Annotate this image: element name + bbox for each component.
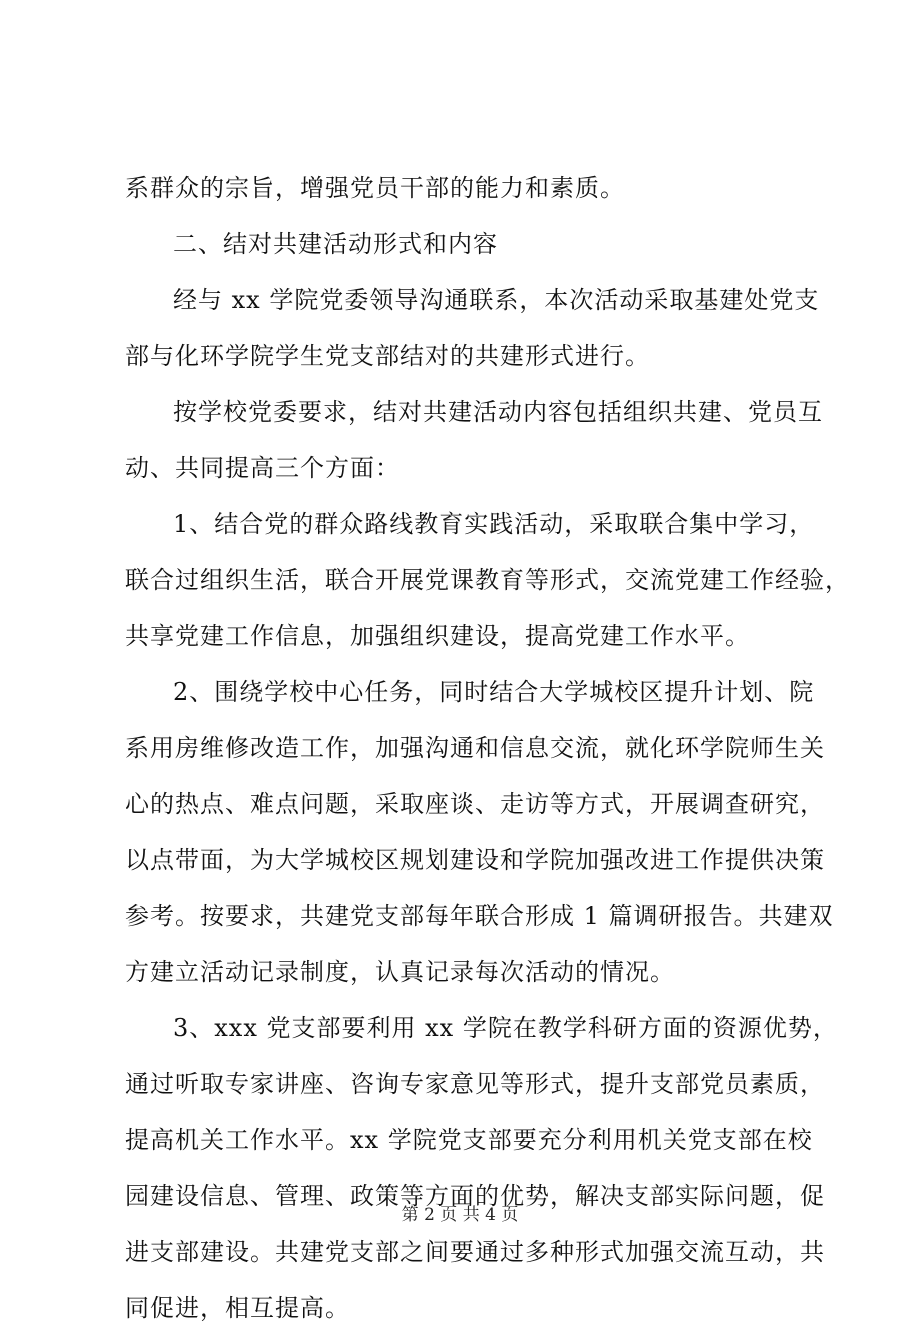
text-line: 心的热点、难点问题，采取座谈、走访等方式，开展调查研究，: [125, 790, 825, 818]
text-line: 1、结合党的群众路线教育实践活动，采取联合集中学习，: [173, 510, 815, 538]
text-line: 方建立活动记录制度，认真记录每次活动的情况。: [125, 958, 675, 986]
page-footer: 第 2 页 共 4 页: [401, 1205, 519, 1225]
text-line: 共享党建工作信息，加强组织建设，提高党建工作水平。: [125, 622, 750, 650]
text-line: 以点带面，为大学城校区规划建设和学院加强改进工作提供决策: [125, 846, 825, 874]
text-line: 进支部建设。共建党支部之间要通过多种形式加强交流互动，共: [125, 1238, 825, 1266]
text-line: 经与 xx 学院党委领导沟通联系，本次活动采取基建处党支: [173, 286, 820, 314]
text-line: 同促进，相互提高。: [125, 1294, 350, 1322]
document-body: [125, 160, 850, 1336]
text-line: 3、xxx 党支部要利用 xx 学院在教学科研方面的资源优势，: [173, 1014, 838, 1042]
text-line: 系群众的宗旨，增强党员干部的能力和素质。: [125, 174, 625, 202]
text-line: 联合过组织生活，联合开展党课教育等形式，交流党建工作经验，: [125, 566, 850, 594]
text-line: 按学校党委要求，结对共建活动内容包括组织共建、党员互: [173, 398, 823, 426]
text-line: 2、围绕学校中心任务，同时结合大学城校区提升计划、院: [173, 678, 815, 706]
text-line: 提高机关工作水平。xx 学院党支部要充分利用机关党支部在校: [125, 1126, 813, 1154]
text-line: 参考。按要求，共建党支部每年联合形成 1 篇调研报告。共建双: [125, 902, 834, 930]
text-line: 园建设信息、管理、政策等方面的优势，解决支部实际问题，促: [125, 1182, 825, 1210]
text-line: 二、结对共建活动形式和内容: [173, 230, 498, 258]
text-line: 通过听取专家讲座、咨询专家意见等形式，提升支部党员素质，: [125, 1070, 825, 1098]
text-line: 动、共同提高三个方面：: [125, 454, 400, 482]
text-line: 系用房维修改造工作，加强沟通和信息交流，就化环学院师生关: [125, 734, 825, 762]
text-line: 部与化环学院学生党支部结对的共建形式进行。: [125, 342, 650, 370]
